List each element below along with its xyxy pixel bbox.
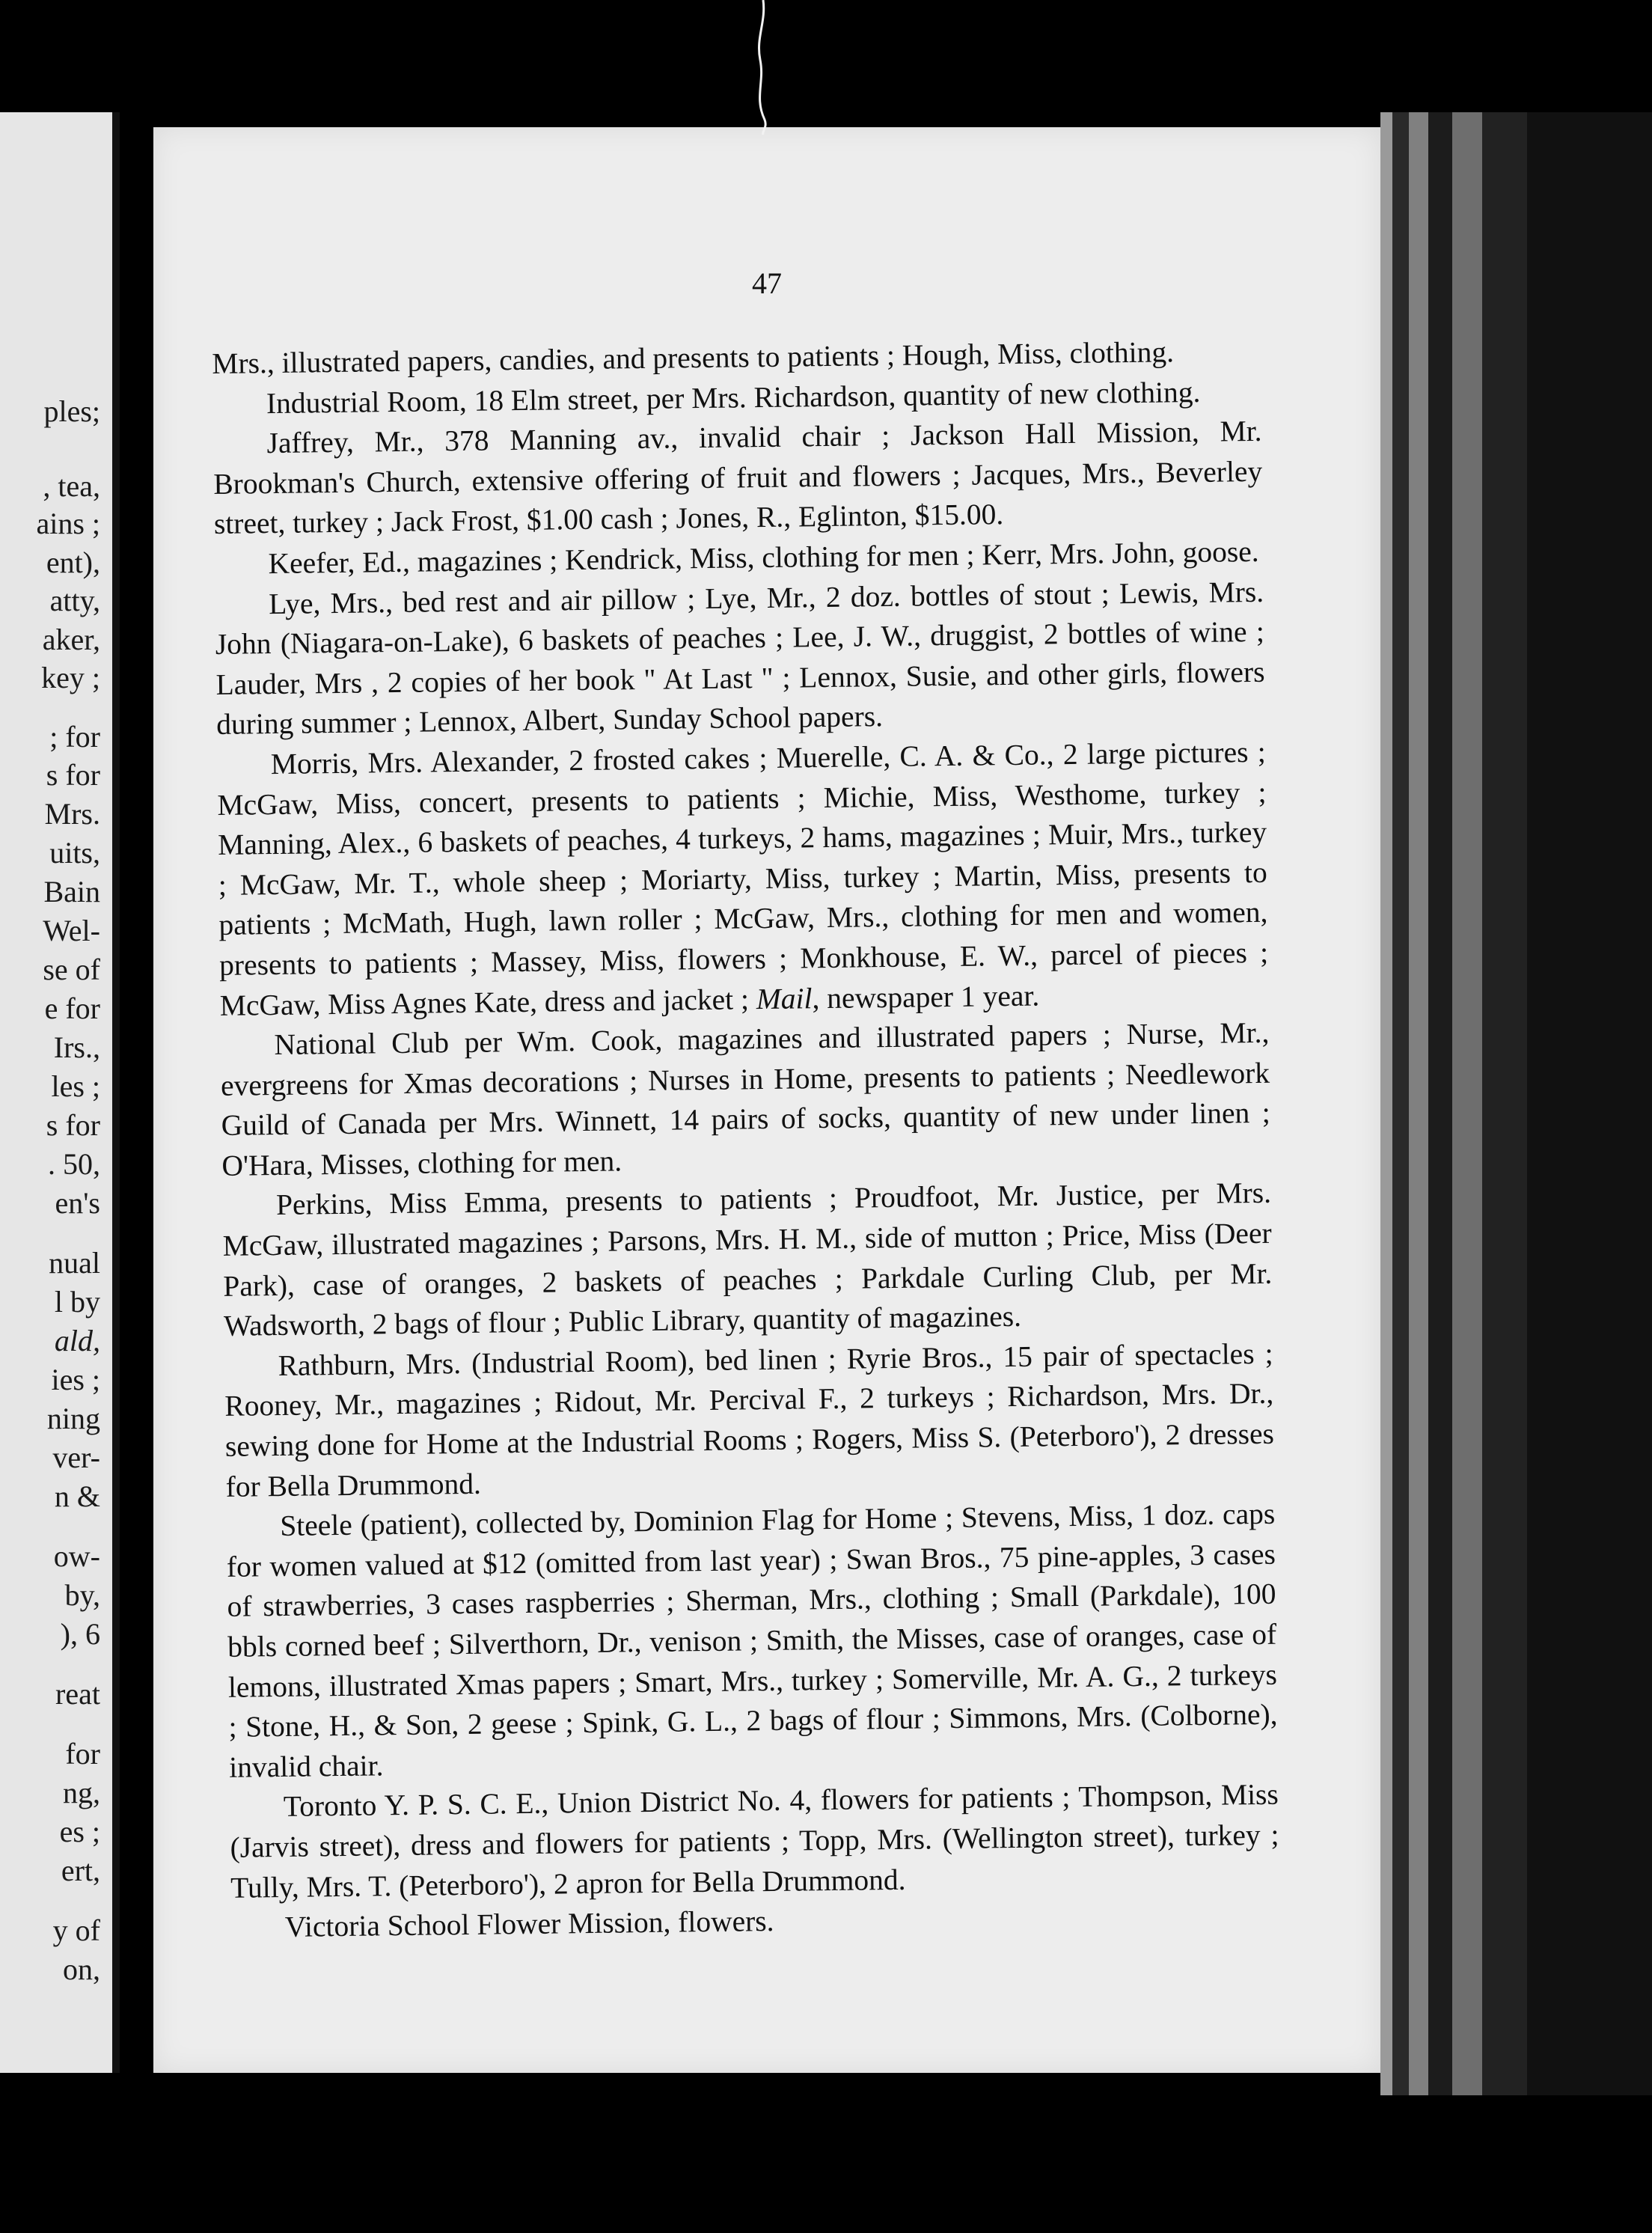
left-page-edge [0,112,120,2073]
entry-paragraph [217,733,1269,1026]
stray-hair-mark [748,0,778,135]
left-page-fragment: on, [63,1952,100,1986]
page-edge-strip [1428,112,1452,2095]
paragraph-text: Morris, Mrs. Alexander, 2 frosted cakes ; Muerelle, C. A. & Co., 2 large pictures ; McGaw, Miss, concert, presents to patients ; Michie, Miss, Westhome, turkey ; Manning, Alex., 6 baskets of peaches, 4 turkeys, 2 hams, magazines ; Muir, Mrs., turkey ; McGaw, Mr. T., whole sheep ; Moriarty, Miss, turkey ; Martin, Miss, presents to patients ; McMath, Hugh, lawn roller ; McGaw, Mrs., clothing for men and women, presents to patients ; Massey, Miss, flowers ; Monkhouse, E. W., parcel of pieces ; McGaw, Miss Agnes Kate, dress and jacket ; [217,735,1269,1022]
left-page-fragment: , tea, [43,469,100,503]
left-page-fragment: ng, [63,1776,100,1809]
paragraph-text: Keefer, Ed., magazines ; Kendrick, Miss, clothing for men ; Kerr, Mrs. John, goose. [268,534,1259,581]
left-page-fragment: les ; [51,1069,100,1103]
left-page-fragment: aker, [42,623,100,656]
left-page-fragment: es ; [59,1815,100,1848]
entry-paragraph [220,1013,1271,1186]
paragraph-text: Steele (patient), collected by, Dominion Flag for Home ; Stevens, Miss, 1 doz. caps for women valued at $12 (omitted from last year) ; Swan Bros., 75 pine-apples, 3 cases of strawberries, 3 cases raspberries ; Sherman, Mrs., clothing ; Small (Parkdale), 100 bbls corned beef ; Silverthorn, Dr., venison ; Smith, the Misses, case of oranges, case of lemons, illustrated Xmas papers ; Smart, Mrs., turkey ; Somerville, Mr. A. G., 2 turkeys ; Stone, H., & Son, 2 geese ; Spink, G. L., 2 bags of flour ; Simmons, Mrs. (Colborne), invalid chair. [226,1497,1278,1784]
paragraph-text: National Club per Wm. Cook, magazines and illustrated papers ; Nurse, Mr., evergreens for Xmas decorations ; Nurses in Home, presents to patients ; Needlework Guild of Canada per Mrs. Winnett, 14 pairs of socks, quantity of new under linen ; O'Hara, Misses, clothing for men. [220,1015,1270,1182]
page-edge-strip [1392,112,1409,2095]
entry-paragraph [230,1775,1280,1908]
page-edge-strip [1527,112,1652,2095]
book-page [153,127,1380,2073]
left-page-fragment: . 50, [48,1147,100,1181]
left-page-fragment: Wel- [43,914,100,947]
entry-paragraph [226,1494,1278,1788]
entry-paragraph [215,572,1266,745]
left-page-fragment: uits, [49,836,100,870]
left-page-fragment: ning [46,1402,100,1435]
left-page-fragment: en's [55,1186,100,1220]
left-page-fragment: n & [54,1479,100,1513]
paragraph-text: Industrial Room, 18 Elm street, per Mrs. Richardson, quantity of new clothing. [266,375,1201,420]
page-edge-strip [1452,112,1482,2095]
left-page-fragment: se of [43,953,100,986]
left-page-fragment: Irs., [53,1030,100,1064]
entry-paragraph [224,1334,1275,1507]
left-page-fragment: e for [44,992,100,1025]
paragraph-text: Mrs., illustrated papers, candies, and presents to patients ; Hough, Miss, clothing. [212,335,1175,380]
left-page-fragment: ver- [52,1441,100,1474]
left-page-fragment: ples; [43,394,100,428]
page-number: 47 [752,266,782,300]
left-page-fragment: ), 6 [60,1617,100,1651]
page-edge-strip [1380,112,1392,2095]
left-page-fragment: ow- [53,1539,100,1573]
left-page-fragment: reat [55,1677,100,1711]
left-page-fragment: ies ; [51,1363,100,1396]
page-edge-strip [1482,112,1527,2095]
left-page-fragment: ert, [61,1854,100,1887]
left-page-fragment: Bain [43,875,100,908]
left-page-fragment: nual [49,1246,100,1280]
left-page-fragment: s for [46,1108,100,1142]
left-page-fragment: ald, [54,1324,100,1357]
paragraph-text: Victoria School Flower Mission, flowers. [284,1904,774,1944]
left-page-fragment: for [65,1737,100,1771]
entry-paragraph [222,1173,1273,1346]
left-page-fragment: atty, [49,584,100,617]
paragraph-text: Lye, Mrs., bed rest and air pillow ; Lye, Mr., 2 doz. bottles of stout ; Lewis, Mrs. John (Niagara-on-Lake), 6 baskets of peaches ; Lee, J. W., druggist, 2 bottles of wine ; Lauder, Mrs , 2 copies of her book " At Last " ; Lennox, Susie, and other girls, flowers during summer ; Lennox, Albert, Sunday School papers. [215,575,1265,742]
paragraph-text: Perkins, Miss Emma, presents to patients ; Proudfoot, Mr. Justice, per Mrs. McGaw, illustrated magazines ; Parsons, Mrs. H. M., side of mutton ; Price, Miss (Deer Park), case of oranges, 2 baskets of peaches ; Parkdale Curling Club, per Mr. Wadsworth, 2 bags of flour ; Public Library, quantity of magazines. [222,1176,1273,1343]
left-page-fragment: ains ; [36,507,100,540]
paragraph-text: Rathburn, Mrs. (Industrial Room), bed linen ; Ryrie Bros., 15 pair of spectacles ; Rooney, Mr., magazines ; Ridout, Mr. Percival F., 2 turkeys ; Richardson, Mrs. Dr., sewing done for Home at the Industrial Rooms ; Rogers, Miss S. (Peterboro'), 2 dresses for Bella Drummond. [224,1337,1275,1503]
paragraph-text: Jaffrey, Mr., 378 Manning av., invalid chair ; Jackson Hall Mission, Mr. Brookman's Church, extensive offering of fruit and flowers ; Jacques, Mrs., Beverley street, turkey ; Jack Frost, $1.00 cash ; Jones, R., Eglinton, $15.00. [213,415,1263,541]
page-body-text [212,332,1280,1949]
left-page-fragment: Mrs. [44,797,100,831]
left-page-fragment: s for [46,758,100,792]
book-page-edges [1380,112,1652,2095]
left-page-fragment: ; for [49,720,100,754]
left-page-fragment: key ; [41,661,100,694]
left-page-fragment: l by [54,1285,100,1319]
left-page-fragment: ent), [46,546,100,579]
paragraph-text: Toronto Y. P. S. C. E., Union District No. 4, flowers for patients ; Thompson, Miss (Jarvis street), dress and flowers for patients ; Topp, Mrs. (Wellington street), turkey ; Tully, Mrs. T. (Peterboro'), 2 apron for Bella Drummond. [230,1778,1279,1904]
entry-paragraph [212,412,1263,545]
left-page-fragment: y of [52,1913,100,1947]
page-edge-strip [1409,112,1428,2095]
paragraph-tail: , newspaper 1 year. [812,979,1040,1015]
newspaper-name: Mail [756,981,813,1015]
left-page-fragment: by, [64,1578,100,1612]
